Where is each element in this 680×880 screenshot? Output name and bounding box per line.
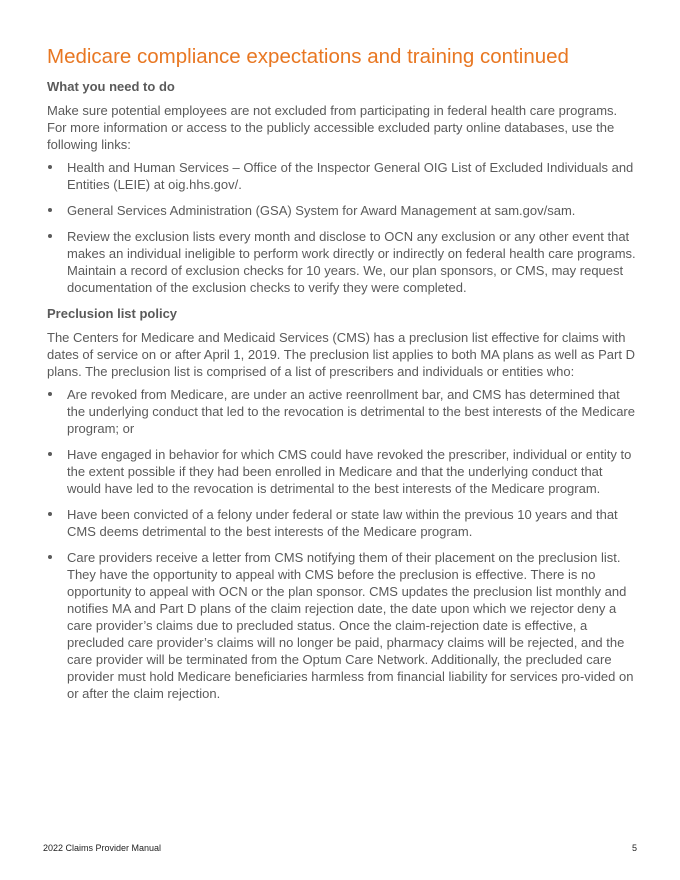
list-item [47,386,637,437]
list-item-text: Are revoked from Medicare, are under an active reenrollment bar, and CMS has determined that the underlying conduct that led to the revocation is detrimental to the best interests of the Medicare program; or [67,387,635,436]
footer-manual-title: 2022 Claims Provider Manual [43,843,162,853]
section-heading: What you need to do [47,79,175,94]
page-title: Medicare compliance expectations and training continued [47,45,569,68]
list-item-text: Review the exclusion lists every month and disclose to OCN any exclusion or any other event that makes an individual ineligible to perform work directly or indirectly on federal health care programs. Maintain a record of exclusion checks for 10 years. We, our plan sponsors, or CMS, may request documentation of the exclusion checks to verify they were completed. [67,229,636,295]
bullet-icon [48,208,52,212]
list-item [47,446,637,497]
list-item [47,506,637,540]
bullet-icon [48,512,52,516]
bullet-icon [48,234,52,238]
list-item-text: General Services Administration (GSA) System for Award Management at sam.gov/sam. [67,203,576,218]
bullet-list [47,386,637,702]
list-item-text: Have engaged in behavior for which CMS could have revoked the prescriber, individual or entity to the extent possible if they had been enrolled in Medicare and that the underlying conduct that would have led to the revocation is detrimental to the best interests of the Medicare program. [67,447,632,496]
list-item [47,202,637,219]
bullet-icon [48,555,52,559]
document-body [47,78,637,711]
section-intro-paragraph: The Centers for Medicare and Medicaid Services (CMS) has a preclusion list effective for claims with dates of service on or after April 1, 2019. The preclusion list applies to both MA plans as well as Part D plans. The preclusion list is comprised of a list of prescribers and individuals or entities who: [47,330,635,379]
section-intro-paragraph: Make sure potential employees are not excluded from participating in federal health care programs. For more information or access to the publicly accessible excluded party online databases, use the following links: [47,103,618,152]
section-heading: Preclusion list policy [47,306,178,321]
bullet-icon [48,452,52,456]
section-preclusion-list-policy [47,305,637,702]
section-what-you-need-to-do [47,78,637,296]
list-item-text: Health and Human Services – Office of the Inspector General OIG List of Excluded Individuals and Entities (LEIE) at oig.hhs.gov/. [67,160,634,192]
list-item [47,159,637,193]
list-item-text: Care providers receive a letter from CMS notifying them of their placement on the preclusion list. They have the opportunity to appeal with CMS before the preclusion is effective. There is no opportunity to appeal with OCN or the plan sponsor. CMS updates the preclusion list monthly and notifies MA and Part D plans of the claim rejection date, the date upon which we rejector deny a care provider’s claims due to precluded status. Once the claim-rejection date is effective, a precluded care provider’s claims will no longer be paid, pharmacy claims will be rejected, and the care provider will be terminated from the Optum Care Network. Additionally, the precluded care provider must hold Medicare beneficiaries harmless from financial liability for services pro-vided on or after the claim rejection. [67,550,634,701]
list-item [47,228,637,296]
list-item [47,549,637,702]
footer-page-number: 5 [631,843,637,853]
bullet-icon [48,165,52,169]
bullet-icon [48,392,52,396]
bullet-list [47,159,637,296]
list-item-text: Have been convicted of a felony under federal or state law within the previous 10 years and that CMS deems detrimental to the best interests of the Medicare program. [67,507,618,539]
